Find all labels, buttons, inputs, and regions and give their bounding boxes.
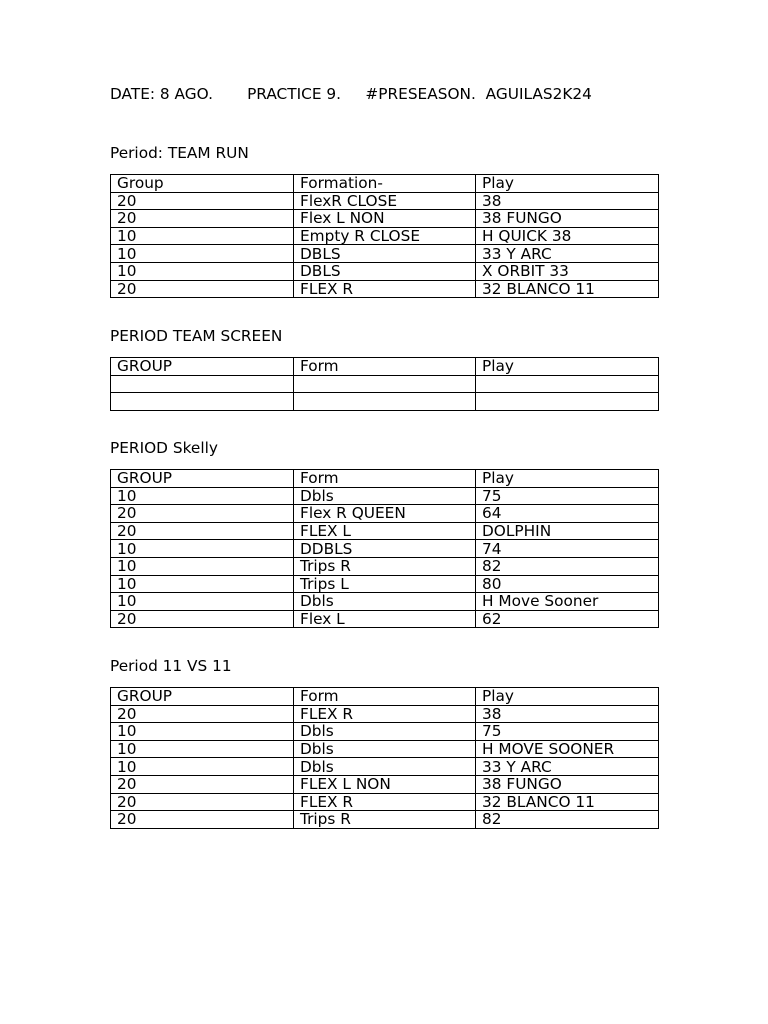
table-header-row <box>111 175 659 193</box>
table-row <box>111 210 659 228</box>
cell-form: Dbls <box>294 723 476 741</box>
cell-group: 20 <box>111 793 294 811</box>
table-row <box>111 505 659 523</box>
cell-formation: FLEX R <box>294 280 476 298</box>
period-table-11-vs-11 <box>110 687 659 829</box>
cell-play: 32 BLANCO 11 <box>476 280 659 298</box>
table-row <box>111 740 659 758</box>
period-title-team-run: Period: TEAM RUN <box>110 144 249 162</box>
cell-group: 10 <box>111 262 294 280</box>
cell-form: Dbls <box>294 740 476 758</box>
cell-group: 10 <box>111 593 294 611</box>
table-row <box>111 758 659 776</box>
cell-play: 38 FUNGO <box>476 210 659 228</box>
period-table-skelly <box>110 469 659 628</box>
cell-formation: Empty R CLOSE <box>294 227 476 245</box>
column-header-play: Play <box>476 470 659 488</box>
cell-form <box>294 393 476 411</box>
period-title-11-vs-11: Period 11 VS 11 <box>110 657 232 675</box>
cell-group: 20 <box>111 192 294 210</box>
table-header-row <box>111 688 659 706</box>
cell-form: Dbls <box>294 487 476 505</box>
table-row <box>111 593 659 611</box>
table-row <box>111 811 659 829</box>
column-header-formation: Formation- <box>294 175 476 193</box>
cell-play: 82 <box>476 557 659 575</box>
cell-form: FLEX R <box>294 793 476 811</box>
table-row <box>111 227 659 245</box>
cell-form: DDBLS <box>294 540 476 558</box>
cell-play: 75 <box>476 723 659 741</box>
header-practice: PRACTICE 9. <box>247 85 342 103</box>
cell-group: 10 <box>111 557 294 575</box>
cell-group: 20 <box>111 705 294 723</box>
table-row <box>111 575 659 593</box>
cell-play: 32 BLANCO 11 <box>476 793 659 811</box>
cell-formation: DBLS <box>294 245 476 263</box>
cell-group: 10 <box>111 245 294 263</box>
cell-play: 33 Y ARC <box>476 758 659 776</box>
cell-form: FLEX L NON <box>294 775 476 793</box>
period-title-team-screen: PERIOD TEAM SCREEN <box>110 327 283 345</box>
cell-play: X ORBIT 33 <box>476 262 659 280</box>
table-row <box>111 775 659 793</box>
table-row <box>111 487 659 505</box>
column-header-group: GROUP <box>111 358 294 376</box>
column-header-group: Group <box>111 175 294 193</box>
cell-play: H Move Sooner <box>476 593 659 611</box>
cell-formation: Flex L NON <box>294 210 476 228</box>
cell-form: Trips R <box>294 557 476 575</box>
cell-form: FLEX L <box>294 522 476 540</box>
cell-group: 20 <box>111 610 294 628</box>
cell-group: 20 <box>111 505 294 523</box>
cell-group: 10 <box>111 227 294 245</box>
cell-group: 10 <box>111 740 294 758</box>
cell-play: 75 <box>476 487 659 505</box>
column-header-group: GROUP <box>111 470 294 488</box>
table-header-row <box>111 470 659 488</box>
cell-group: 10 <box>111 487 294 505</box>
cell-group <box>111 393 294 411</box>
cell-form: FLEX R <box>294 705 476 723</box>
cell-form <box>294 375 476 393</box>
cell-form: Trips L <box>294 575 476 593</box>
table-row <box>111 393 659 411</box>
cell-formation: FlexR CLOSE <box>294 192 476 210</box>
period-table-team-screen <box>110 357 659 411</box>
header-tag: #PRESEASON. <box>365 85 476 103</box>
table-row <box>111 557 659 575</box>
document-header <box>110 85 592 103</box>
cell-play: 62 <box>476 610 659 628</box>
cell-group: 10 <box>111 540 294 558</box>
cell-group: 20 <box>111 811 294 829</box>
cell-group: 20 <box>111 775 294 793</box>
cell-group: 10 <box>111 723 294 741</box>
table-row <box>111 793 659 811</box>
column-header-play: Play <box>476 688 659 706</box>
header-date: DATE: 8 AGO. <box>110 85 213 103</box>
cell-group: 10 <box>111 575 294 593</box>
cell-group: 10 <box>111 758 294 776</box>
cell-play: 38 <box>476 192 659 210</box>
column-header-play: Play <box>476 358 659 376</box>
cell-play: 38 <box>476 705 659 723</box>
column-header-group: GROUP <box>111 688 294 706</box>
cell-form: Flex R QUEEN <box>294 505 476 523</box>
cell-play: H MOVE SOONER <box>476 740 659 758</box>
cell-group <box>111 375 294 393</box>
table-row <box>111 705 659 723</box>
cell-form: Flex L <box>294 610 476 628</box>
cell-play: H QUICK 38 <box>476 227 659 245</box>
header-team: AGUILAS2K24 <box>485 85 592 103</box>
cell-play: 74 <box>476 540 659 558</box>
cell-play <box>476 393 659 411</box>
table-header-row <box>111 358 659 376</box>
cell-play <box>476 375 659 393</box>
cell-form: Dbls <box>294 758 476 776</box>
period-title-skelly: PERIOD Skelly <box>110 439 218 457</box>
cell-play: DOLPHIN <box>476 522 659 540</box>
column-header-form: Form <box>294 688 476 706</box>
cell-form: Trips R <box>294 811 476 829</box>
cell-form: Dbls <box>294 593 476 611</box>
column-header-form: Form <box>294 358 476 376</box>
cell-group: 20 <box>111 280 294 298</box>
cell-play: 38 FUNGO <box>476 775 659 793</box>
table-row <box>111 280 659 298</box>
cell-play: 82 <box>476 811 659 829</box>
table-row <box>111 522 659 540</box>
cell-play: 64 <box>476 505 659 523</box>
table-row <box>111 723 659 741</box>
cell-group: 20 <box>111 210 294 228</box>
period-table-team-run <box>110 174 659 298</box>
cell-play: 80 <box>476 575 659 593</box>
cell-play: 33 Y ARC <box>476 245 659 263</box>
table-row <box>111 540 659 558</box>
table-row <box>111 610 659 628</box>
table-row <box>111 192 659 210</box>
cell-group: 20 <box>111 522 294 540</box>
column-header-play: Play <box>476 175 659 193</box>
column-header-form: Form <box>294 470 476 488</box>
table-row <box>111 375 659 393</box>
cell-formation: DBLS <box>294 262 476 280</box>
table-row <box>111 262 659 280</box>
table-row <box>111 245 659 263</box>
